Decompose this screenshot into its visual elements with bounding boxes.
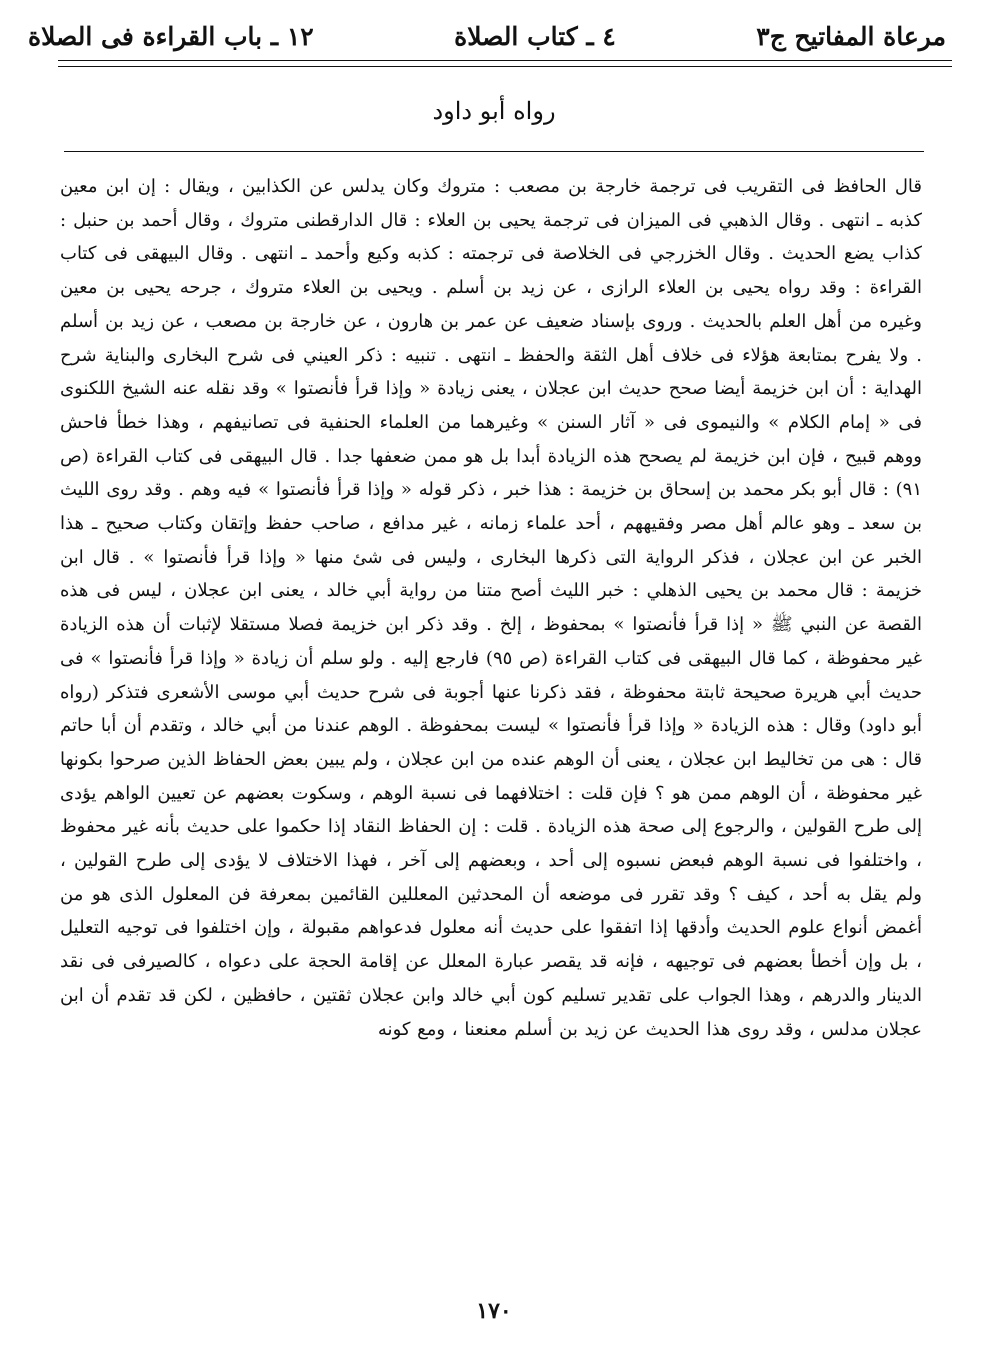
hadith-source-line: رواه أبو داود	[432, 97, 556, 125]
header-book-title: مرعاة المفاتيح ج٣	[756, 21, 946, 51]
running-header	[28, 14, 946, 58]
commentary-text	[60, 170, 922, 1260]
header-section: ١٢ ـ باب القراءة فى الصلاة	[28, 21, 314, 51]
page-number: ١٧٠	[476, 1298, 512, 1324]
header-double-rule	[58, 60, 952, 67]
scan-speck	[862, 86, 882, 92]
commentary-paragraph: قال الحافظ فى التقريب فى ترجمة خارجة بن مصعب : متروك وكان يدلس عن الكذابين ، ويقال : إن ابن معين كذبه ـ انتهى . وقال الذهبي فى الميزان فى ترجمة يحيى بن العلاء : قال الدارقطنى متروك ، وقال أحمد بن حنبل : كذاب يضع الحديث . وقال الخزرجي فى الخلاصة فى ترجمته : كذبه وكيع وأحمد ـ انتهى . وقال البيهقى فى كتاب القراءة : وقد رواه يحيى بن العلاء الرازى ، عن زيد بن أسلم . ويحيى بن العلاء متروك ، جرحه يحيى بن معين وغيره من أهل العلم بالحديث . وروى بإسناد ضعيف عن عمر بن هارون ، عن خارجة بن مصعب ، عن زيد بن أسلم . ولا يفرح بمتابعة هؤلاء فى خلاف أهل الثقة والحفظ ـ انتهى . تنبيه : ذكر العيني فى شرح البخارى والبناية شرح الهداية : أن ابن خزيمة أيضا صحح حديث ابن عجلان ، يعنى زيادة « وإذا قرأ فأنصتوا » وقد نقله عنه الشيخ اللكنوى فى « إمام الكلام » والنيموى فى « آثار السنن » وغيرهما من العلماء الحنفية فى تصانيفهم ، وهذا خطأ فاحش ووهم قبيح ، فإن ابن خزيمة لم يصحح هذه الزيادة أبدا بل هو ممن ضعفها جدا . قال البيهقى فى كتاب القراءة (ص ٩١) : قال أبو بكر محمد بن إسحاق بن خزيمة : هذا خبر ، ذكر قوله « وإذا قرأ فأنصتوا » فيه وهم . وقد روى الليث بن سعد ـ وهو عالم أهل مصر وفقيههم ، أحد علماء زمانه ، غير مدافع ، صاحب حفظ وإتقان وكتاب صحيح ـ هذا الخبر عن ابن عجلان ، فذكر الرواية التى ذكرها البخارى ، وليس فى شئ منها « وإذا قرأ فأنصتوا » . قال ابن خزيمة : قال محمد بن يحيى الذهلي : خبر الليث أصح متنا من رواية أبي خالد ، يعنى ابن عجلان ، ليس فى هذه القصة عن النبي ﷺ « إذا قرأ فأنصتوا » بمحفوظ ، إلخ . وقد ذكر ابن خزيمة فصلا مستقلا لإثبات أن هذه الزيادة غير محفوظة ، كما قال البيهقى فى كتاب القراءة (ص ٩٥) فارجع إليه . ولو سلم أن زيادة « وإذا قرأ فأنصتوا » فى حديث أبي هريرة صحيحة ثابتة محفوظة ، فقد ذكرنا عنها أجوبة فى شرح حديث أبي موسى الأشعرى فتذكر (رواه أبو داود) وقال : هذه الزيادة « وإذا قرأ فأنصتوا » ليست بمحفوظة . الوهم عندنا من أبي خالد ، وتقدم أن أبا حاتم قال : هى من تخاليط ابن عجلان ، يعنى أن الوهم عنده من ابن عجلان ، ولم يبين بعض الحفاظ الذين صرحوا بكونها غير محفوظة ، أن الوهم ممن هو ؟ فإن قلت : اختلافهما فى نسبة الوهم ، وسكوت بعضهم عن تعيين الواهم يؤدى إلى طرح القولين ، والرجوع إلى صحة هذه الزيادة . قلت : إن الحفاظ النقاد إذا حكموا على حديث بأنه غير محفوظ ، واختلفوا فى نسبة الوهم فبعض نسبوه إلى أحد ، وبعضهم إلى آخر ، فهذا الاختلاف لا يؤدى إلى طرح القولين ، ولم يقل به أحد ، كيف ؟ وقد تقرر فى موضعه أن المحدثين المعللين القائمين بمعرفة فن المعلول الذى هو من أغمض أنواع علوم الحديث وأدقها إذا اتفقوا على حديث أنه معلول فدعواهم مقبولة ، وإن اختلفوا فى توجيه التعليل ، بل وإن أخطأ بعضهم فى توجيهه ، فإنه قد يقصر عبارة المعلل عن إقامة الحجة على دعواه ، كالصيرفى فى نقد الدينار والدرهم ، وهذا الجواب على تقدير تسليم كون أبي خالد وابن عجلان ثقتين ، حافظين ، لكن قد تقدم أن ابن عجلان مدلس ، وقد روى هذا الحديث عن زيد بن أسلم معنعنا ، ومع كونه	[60, 176, 923, 1040]
header-chapter: ٤ ـ كتاب الصلاة	[454, 21, 616, 51]
section-divider	[64, 151, 924, 152]
